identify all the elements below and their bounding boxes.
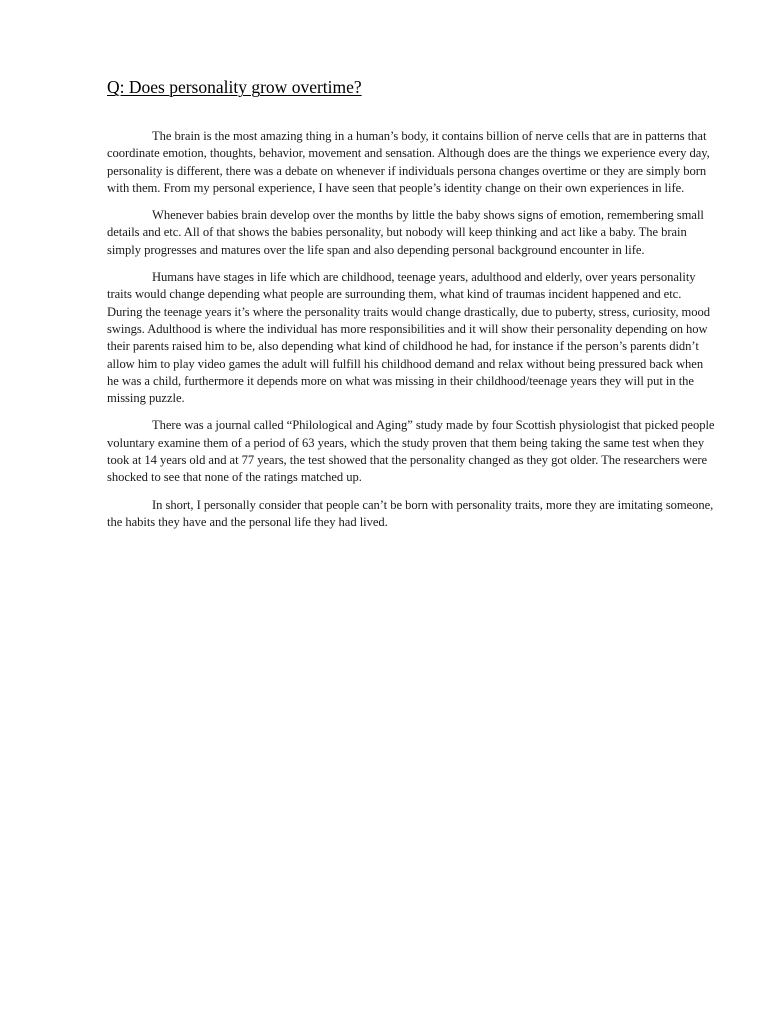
- paragraph-life-stages: Humans have stages in life which are childhood, teenage years, adulthood and elderly, over years personality traits would change depending what people are surrounding them, what kind of traumas incident happened and etc. During the teenage years it’s where the personality traits would change drastically, due to puberty, stress, curiosity, mood swings. Adulthood is where the individual has more responsibilities and it will show their personality depending on how their parents raised him to be, also depending what kind of childhood he had, for instance if the person’s parents didn’t allow him to play video games the adult will fulfill his childhood demand and relax without being pressured back when he was a child, furthermore it depends more on what was missing in their childhood/teenage years they will put in the missing puzzle.: [107, 270, 711, 406]
- paragraph-babies: Whenever babies brain develop over the months by little the baby shows signs of emotion, remembering small details and etc. All of that shows the babies personality, but nobody will keep thinking and act like a baby. The brain simply progresses and matures over the life span and also depending personal background encounter in life.: [107, 208, 704, 257]
- page-title: Q: Does personality grow overtime?: [107, 77, 362, 97]
- paragraph-conclusion: In short, I personally consider that people can’t be born with personality traits, more they are imitating someone, the habits they have and the personal life they had lived.: [107, 497, 714, 529]
- paragraph-journal-study: There was a journal called “Philological and Aging” study made by four Scottish physiologist that picked people voluntary examine them of a period of 63 years, which the study proven that them being taking the same test when they took at 14 years old and at 77 years, the test showed that the personality changed as they got older. The researchers were shocked to see that none of the ratings matched up.: [107, 418, 715, 485]
- paragraph-intro: The brain is the most amazing thing in a human’s body, it contains billion of nerve cells that are in patterns that coordinate emotion, thoughts, behavior, movement and sensation. Although does are the things we experience every day, personality is different, there was a debate on whenever if individuals persona changes overtime or they are simply born with them. From my personal experience, I have seen that people’s identity change on their own experiences in life.: [107, 129, 710, 195]
- document-body: [107, 128, 716, 541]
